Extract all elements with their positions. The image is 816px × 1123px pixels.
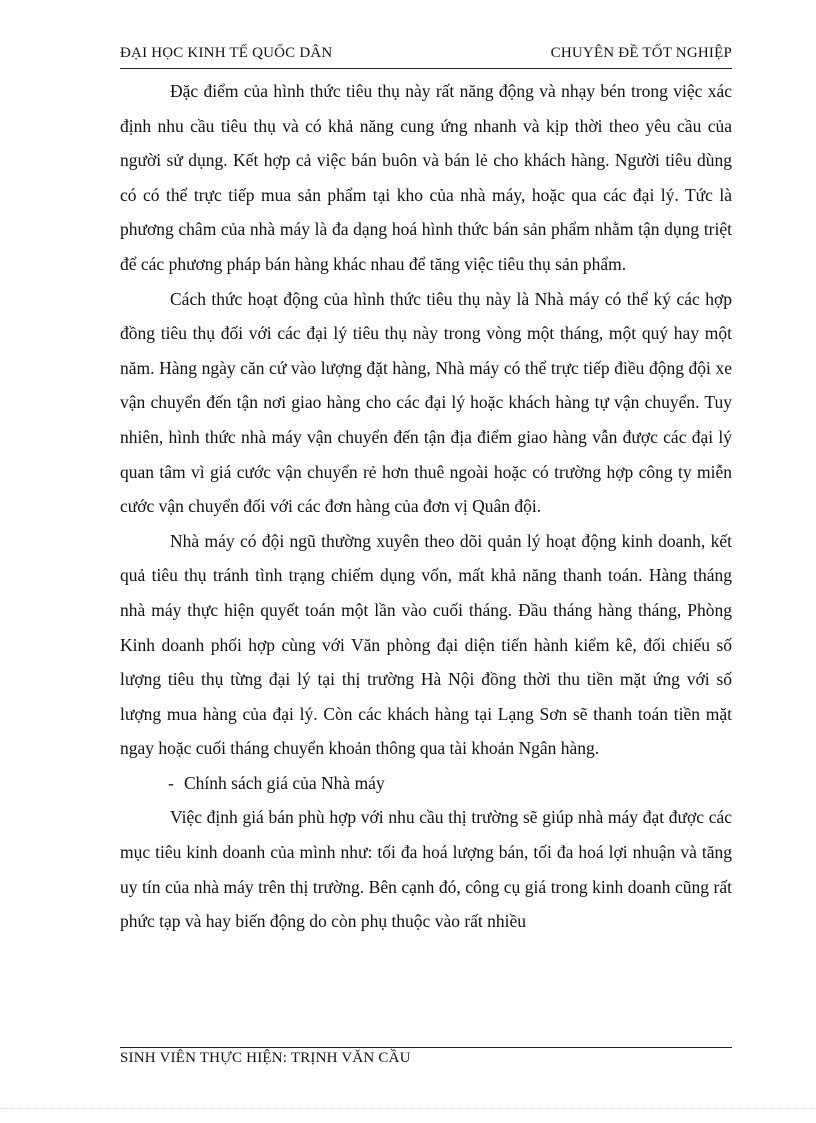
footer-author: SINH VIÊN THỰC HIỆN: TRỊNH VĂN CẦU xyxy=(120,1050,411,1066)
header-report-type: CHUYÊN ĐỀ TỐT NGHIỆP xyxy=(550,45,732,61)
header-divider xyxy=(120,68,732,69)
paragraph-1: Đặc điểm của hình thức tiêu thụ này rất năng động và nhạy bén trong việc xác định nhu cầu tiêu thụ và có khả năng cung ứng nhanh và kịp thời theo yêu cầu của người sử dụng. Kết hợp cả việc bán buôn và bán lẻ cho khách hàng. Người tiêu dùng có có thể trực tiếp mua sản phẩm tại kho của nhà máy, hoặc qua các đại lý. Tức là phương châm của nhà máy là đa dạng hoá hình thức bán sản phẩm nhằm tận dụng triệt để các phương pháp bán hàng khác nhau để tăng việc tiêu thụ sản phẩm. xyxy=(120,81,732,274)
page-edge-dots xyxy=(0,1108,816,1109)
footer-divider xyxy=(120,1047,732,1048)
paragraph-3: Nhà máy có đội ngũ thường xuyên theo dõi quản lý hoạt động kinh doanh, kết quả tiêu thụ tránh tình trạng chiếm dụng vốn, mất khả năng thanh toán. Hàng tháng nhà máy thực hiện quyết toán một lần vào cuối tháng. Đầu tháng hàng tháng, Phòng Kinh doanh phối hợp cùng với Văn phòng đại diện tiến hành kiểm kê, đối chiếu số lượng tiêu thụ từng đại lý tại thị trường Hà Nội đồng thời thu tiền mặt ứng với số lượng mua hàng của đại lý. Còn các khách hàng tại Lạng Sơn sẽ thanh toán tiền mặt ngay hoặc cuối tháng chuyển khoản thông qua tài khoản Ngân hàng. xyxy=(120,530,732,759)
document-body xyxy=(120,74,732,939)
paragraph-2: Cách thức hoạt động của hình thức tiêu thụ này là Nhà máy có thể ký các hợp đồng tiêu thụ đối với các đại lý tiêu thụ này trong vòng một tháng, một quý hay một năm. Hàng ngày căn cứ vào lượng đặt hàng, Nhà máy có thể trực tiếp điều động đội xe vận chuyển đến tận nơi giao hàng cho các đại lý hoặc khách hàng tự vận chuyển. Tuy nhiên, hình thức nhà máy vận chuyển đến tận địa điểm giao hàng vẫn được các đại lý quan tâm vì giá cước vận chuyển rẻ hơn thuê ngoài hoặc có trường hợp công ty miễn cước vận chuyển đối với các đơn hàng của đơn vị Quân đội. xyxy=(120,288,732,517)
bullet-text: Chính sách giá của Nhà máy xyxy=(184,772,385,793)
paragraph-4: Việc định giá bán phù hợp với nhu cầu thị trường sẽ giúp nhà máy đạt được các mục tiêu kinh doanh của mình như: tối đa hoá lượng bán, tối đa hoá lợi nhuận và tăng uy tín của nhà máy trên thị trường. Bên cạnh đó, công cụ giá trong kinh doanh cũng rất phức tạp và hay biến động do còn phụ thuộc vào rất nhiều xyxy=(120,807,732,932)
page-header xyxy=(120,38,732,62)
bullet-marker: - xyxy=(168,772,174,793)
header-university: ĐẠI HỌC KINH TẾ QUỐC DÂN xyxy=(120,45,333,61)
bullet-item xyxy=(120,766,732,801)
